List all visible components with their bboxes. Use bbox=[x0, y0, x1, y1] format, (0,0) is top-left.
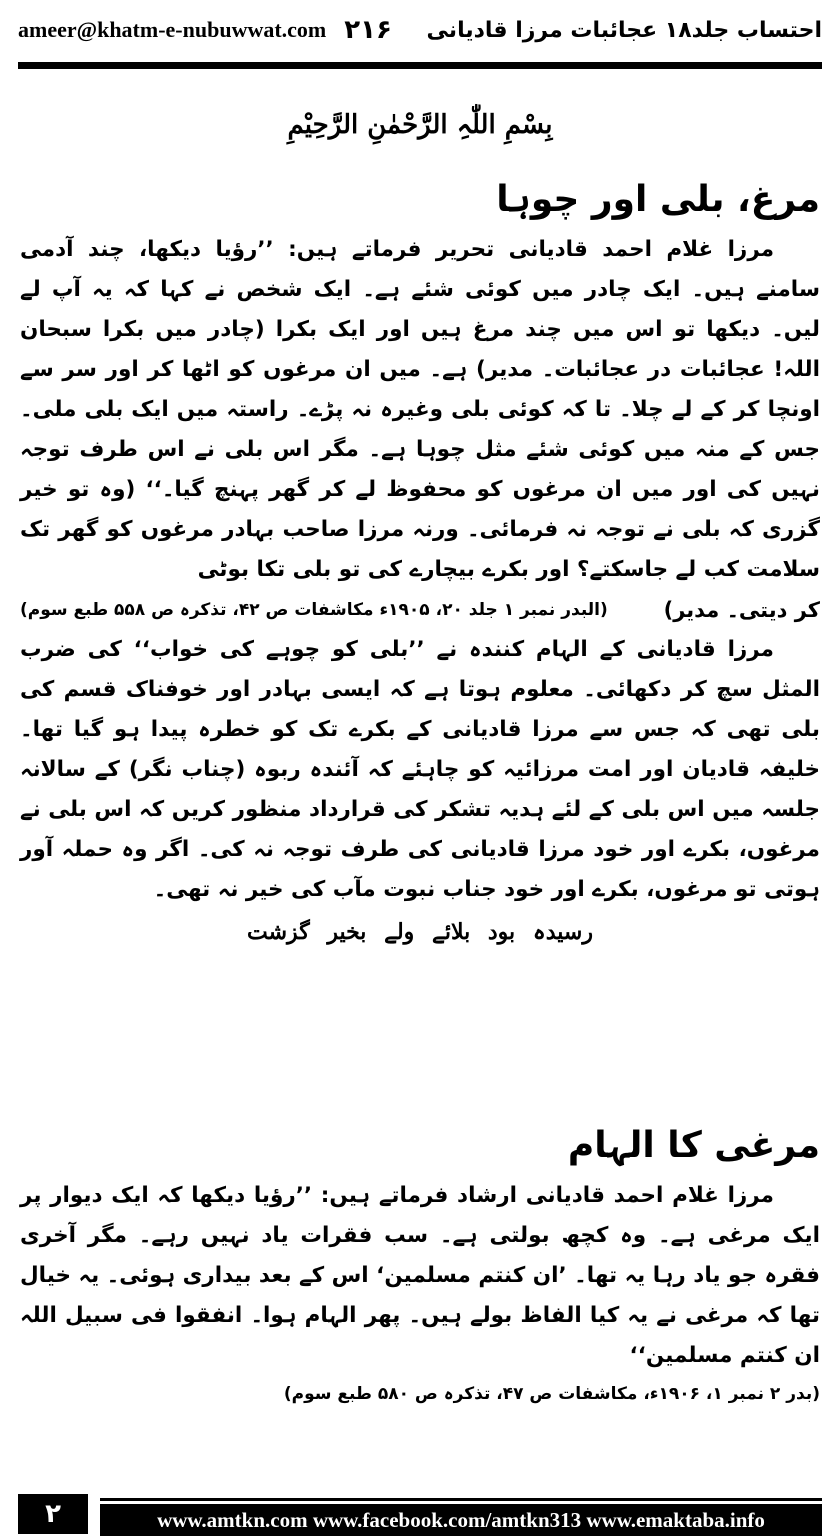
reference-line bbox=[20, 590, 820, 630]
section-cat-hen-mouse bbox=[20, 178, 820, 954]
footer-links[interactable]: www.amtkn.com www.facebook.com/amtkn313 www.emaktaba.info bbox=[100, 1504, 822, 1536]
paragraph-dream bbox=[20, 230, 820, 590]
header-email: ameer@khatm-e-nubuwwat.com bbox=[18, 17, 327, 42]
bismillah: بِسْمِ اللّٰہِ الرَّحْمٰنِ الرَّحِیْمِ bbox=[287, 110, 553, 140]
header-rule bbox=[18, 62, 822, 69]
paragraph-text: مرزا قادیانی کے الہام کنندہ نے ’’بلی کو چوہے کی خواب‘‘ کی ضرب المثل سچ کر دکھائی۔ معلوم ہوتا ہے کہ ایسی بہادر اور خوفناک قسم کی بلی تھی کہ جس سے مرزا قادیانی کے بکرے تک کو خطرہ پیدا ہو گیا تھا۔ خلیفہ قادیان اور امت مرزائیہ کو چاہئے کہ آئندہ ربوہ (چناب نگر) کے سالانہ جلسہ میں اس بلی کے لئے ہدیہ تشکر کی قرارداد منظور کریں کہ اس بلی نے مرغوں، بکرے اور خود مرزا قادیانی کی طرف توجہ نہ کی۔ اگر وہ حملہ آور ہوتی تو مرغوں، بکرے اور خود جناب نبوت مآب کی خیر نہ تھی۔ bbox=[20, 637, 820, 902]
section-heading: مرغی کا الہام bbox=[567, 1125, 820, 1166]
page-footer bbox=[0, 1484, 840, 1540]
section-heading: مرغ، بلی اور چوہا bbox=[496, 179, 820, 220]
paragraph-commentary bbox=[20, 630, 820, 910]
running-title: احتساب جلد۱۸ عجائبات مرزا قادیانی bbox=[426, 17, 822, 43]
header-page-number: ۲۱۶ bbox=[344, 15, 392, 45]
page-header bbox=[18, 10, 822, 50]
paragraph-end: کر دیتی۔ مدیر) bbox=[663, 598, 820, 622]
section-hen-revelation bbox=[20, 1124, 820, 1412]
persian-verse: رسیدہ بود بلائے ولے بخیر گزشت bbox=[247, 919, 593, 945]
footer-rule bbox=[100, 1498, 822, 1501]
footer-page-number: ۲ bbox=[18, 1494, 88, 1534]
paragraph-text: مرزا غلام احمد قادیانی ارشاد فرماتے ہیں: ’’رؤیا دیکھا کہ ایک دیوار پر ایک مرغی ہے۔ وہ کچھ بولتی ہے۔ سب فقرات یاد نہیں رہے۔ مگر آخری فقرہ جو یاد رہا یہ تھا۔ ’ان کنتم مسلمین‘ اس کے بعد بیداری ہوئی۔ یہ خیال تھا کہ مرغی نے یہ کیا الفاظ بولے ہیں۔ پھر الہام ہوا۔ انفقوا فی سبیل اللہ ان کنتم مسلمین‘‘ bbox=[20, 1183, 820, 1368]
reference-citation: (البدر نمبر ۱ جلد ۲۰، ۱۹۰۵ء مکاشفات ص ۴۲، تذکرہ ص ۵۵۸ طبع سوم) bbox=[20, 600, 608, 620]
header-left bbox=[18, 15, 392, 45]
paragraph-revelation bbox=[20, 1176, 820, 1376]
paragraph-text: مرزا غلام احمد قادیانی تحریر فرماتے ہیں: ’’رؤیا دیکھا، چند آدمی سامنے ہیں۔ ایک چادر میں کوئی شئے ہے۔ ایک شخص نے کہا کہ یہ آپ لے لیں۔ دیکھا تو اس میں چند مرغ ہیں اور ایک بکرا (چادر میں بکرا سبحان اللہ! عجائبات در عجائبات۔ مدیر) ہے۔ میں ان مرغوں کو اٹھا کر اور سر سے اونچا کر کے لے چلا۔ تا کہ کوئی بلی وغیرہ نہ پڑے۔ راستہ میں ایک بلی ملی۔ جس کے منہ میں کوئی شئے مثل چوہا ہے۔ مگر اس بلی نے اس طرف توجہ نہیں کی اور میں ان مرغوں کو محفوظ لے کر گھر پہنچ گیا۔‘‘ (وہ تو خیر گزری کہ بلی نے توجہ نہ فرمائی۔ ورنہ مرزا صاحب بہادر مرغوں کو گھر تک سلامت کب لے جاسکتے؟ اور بکرے بیچارے کی تو بلی تکا بوٹی bbox=[20, 237, 820, 582]
reference-citation: (بدر ۲ نمبر ۱، ۱۹۰۶ء، مکاشفات ص ۴۷، تذکرہ ص ۵۸۰ طبع سوم) bbox=[283, 1384, 820, 1404]
